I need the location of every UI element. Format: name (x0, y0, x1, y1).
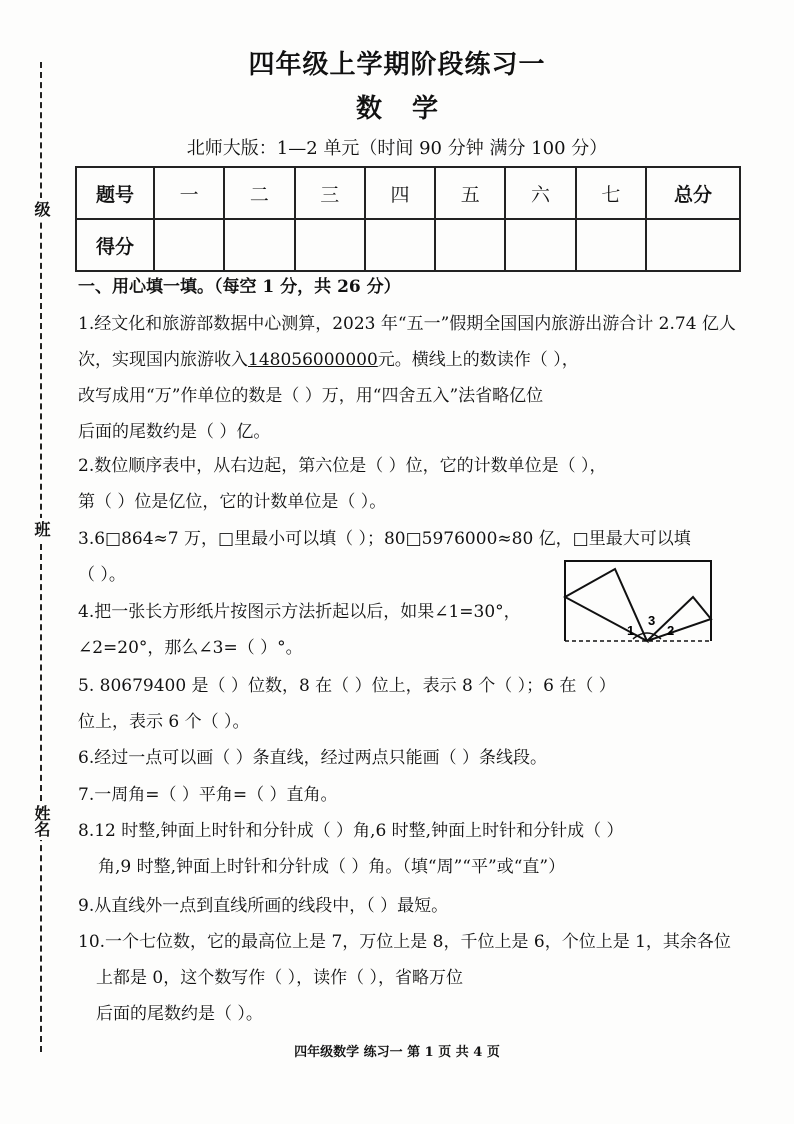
angle-label-3: 3 (648, 613, 656, 628)
subject-title: 数学 (355, 94, 468, 124)
right-folded-flap (647, 597, 711, 641)
q8-line-2: 角,9 时整,钟面上时针和分针成（ ）角。（填“周”“平”或“直”） (98, 857, 566, 877)
question-5 (78, 668, 748, 740)
q3-line-2: （ ）。 (78, 565, 126, 585)
header-cell-q7: 七 (576, 167, 646, 219)
score-cell[interactable] (224, 219, 294, 271)
header-cell-q2: 二 (224, 167, 294, 219)
question-1 (78, 306, 748, 450)
angle-label-2: 2 (667, 623, 675, 638)
question-4 (78, 594, 548, 666)
section-heading: 一、用心填一填。（每空 1 分，共 26 分） (78, 277, 401, 297)
score-cell-label: 得分 (76, 219, 154, 271)
q10-line-1: 10.一个七位数，它的最高位上是 7，万位上是 8，千位上是 6，个位上是 1，其余各位 (78, 932, 731, 952)
header-cell-q4: 四 (365, 167, 435, 219)
score-cell[interactable] (505, 219, 575, 271)
score-table-header-row (76, 167, 740, 219)
q3-line-1: 3.6□864≈7 万，□里最小可以填（ ）；80□5976000≈80 亿，□里最大可以填 (78, 529, 691, 549)
q8-line-1: 8.12 时整,钟面上时针和分针成（ ）角,6 时整,钟面上时针和分针成（ ） (78, 821, 624, 841)
q5-line-2: 位上，表示 6 个（ ）。 (78, 712, 250, 732)
q10-line-3: 后面的尾数约是（ ）。 (96, 1004, 263, 1024)
question-9 (78, 888, 748, 924)
page-footer: 四年级数学 练习一 第 1 页 共 4 页 (294, 1045, 500, 1060)
header-cell-q5: 五 (435, 167, 505, 219)
page-title: 四年级上学期阶段练习一 (248, 50, 546, 80)
margin-label-class: 班 (30, 518, 53, 540)
q2-line-1: 2.数位顺序表中，从右边起，第六位是（ ）位，它的计数单位是（ ）， (78, 456, 607, 476)
score-cell[interactable] (365, 219, 435, 271)
header-cell-label: 题号 (76, 167, 154, 219)
score-cell-total[interactable] (646, 219, 740, 271)
header-cell-q1: 一 (154, 167, 224, 219)
score-table-score-row (76, 219, 740, 271)
folded-paper-diagram (563, 559, 715, 645)
q9-line-1: 9.从直线外一点到直线所画的线段中，（ ）最短。 (78, 896, 449, 916)
q10-line-2: 上都是 0，这个数写作（ ），读作（ ），省略万位 (96, 968, 464, 988)
question-6 (78, 740, 748, 776)
q1-line-1: 1.经文化和旅游部数据中心测算，2023 年“五一”假期全国国内旅游出游合计 2.74 亿人 (78, 314, 736, 334)
revenue-number: 148056000000 (248, 350, 378, 370)
question-2 (78, 448, 748, 520)
q2-line-2: 第（ ）位是亿位，它的计数单位是（ ）。 (78, 492, 387, 512)
q4-line-2: ∠2=20°，那么∠3=（ ）°。 (78, 638, 303, 658)
q5-line-1: 5. 80679400 是（ ）位数，8 在（ ）位上，表示 8 个（ ）；6 在（ ） (78, 676, 616, 696)
angle-label-1: 1 (627, 623, 635, 638)
q1-line-2: 次，实现国内旅游收入148056000000元。横线上的数读作（ ）， (78, 350, 579, 370)
left-folded-flap (565, 569, 647, 641)
q6-line-1: 6.经过一点可以画（ ）条直线，经过两点只能画（ ）条线段。 (78, 748, 548, 768)
edition-info: 北师大版：1—2 单元（时间 90 分钟 满分 100 分） (186, 138, 608, 159)
score-cell[interactable] (154, 219, 224, 271)
score-cell[interactable] (435, 219, 505, 271)
question-7 (78, 777, 748, 813)
q7-line-1: 7.一周角=（ ）平角=（ ）直角。 (78, 785, 338, 805)
question-10 (78, 924, 748, 1032)
margin-label-grade: 级 (30, 198, 53, 220)
header-cell-total: 总分 (646, 167, 740, 219)
margin-label-name: 姓名 (30, 802, 53, 840)
q1-line-3: 改写成用“万”作单位的数是（ ）万，用“四舍五入”法省略亿位 (78, 386, 544, 406)
score-cell[interactable] (295, 219, 365, 271)
score-cell[interactable] (576, 219, 646, 271)
score-table (75, 166, 741, 272)
header-cell-q3: 三 (295, 167, 365, 219)
q4-line-1: 4.把一张长方形纸片按图示方法折起以后，如果∠1=30°， (78, 602, 521, 622)
question-8 (78, 813, 748, 885)
q1-line-4: 后面的尾数约是（ ）亿。 (78, 422, 271, 442)
header-cell-q6: 六 (505, 167, 575, 219)
